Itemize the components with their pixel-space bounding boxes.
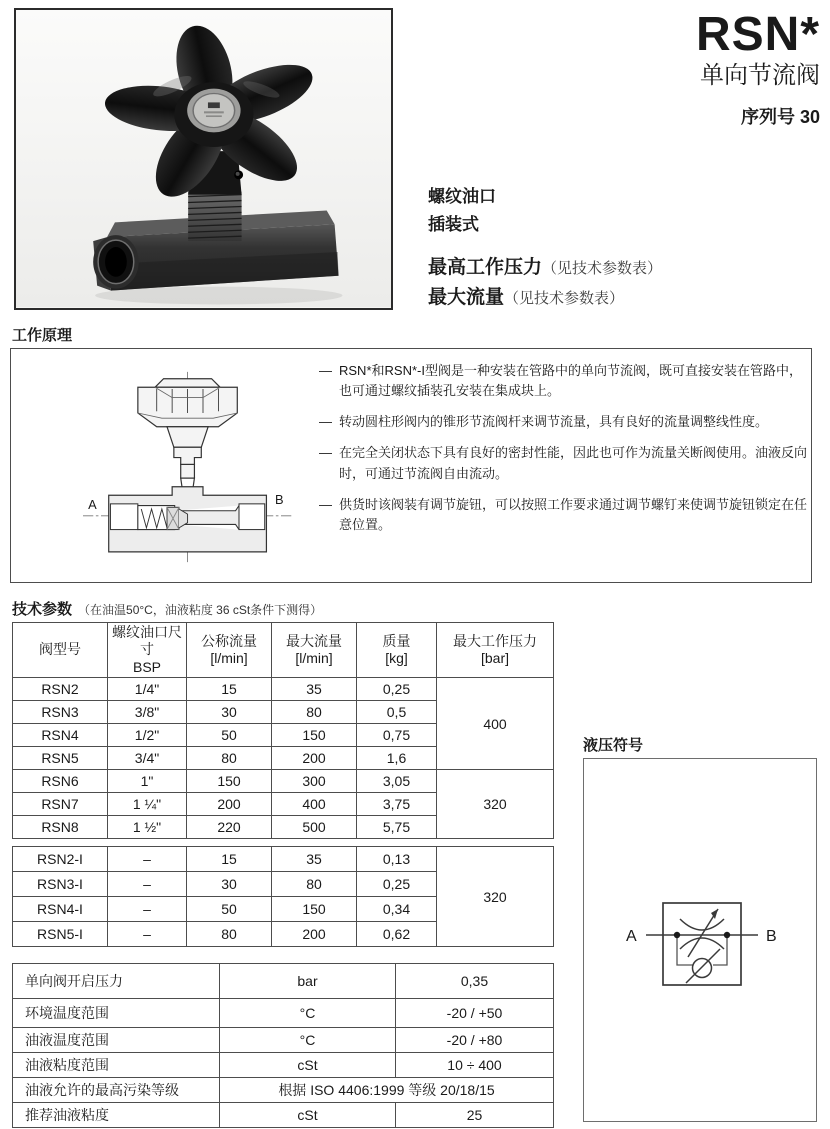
bullet-item (319, 443, 807, 483)
cell-max: 200 (272, 922, 357, 947)
bullet-text: 转动圆柱形阀内的锥形节流阀杆来调节流量，具有良好的流量调整线性度。 (339, 414, 769, 430)
max-flow-line (428, 283, 662, 313)
tech-table-rsn (12, 622, 554, 839)
cell-max: 200 (272, 747, 357, 770)
drawing-port-a-label: A (88, 497, 97, 512)
cell-pressure-group: 320 (437, 770, 554, 839)
cell-weight: 0,75 (357, 724, 437, 747)
model-subtitle: 单向节流阀 (700, 62, 820, 90)
bullet-text: 在完全关闭状态下具有良好的密封性能，因此也可作为流量关断阀使用。油液反向时，可通过节流阀自由流动。 (339, 445, 808, 481)
cell-size: – (108, 847, 187, 872)
param-label: 油液允许的最高污染等级 (13, 1078, 220, 1103)
max-flow-note: （见技术参数表） (504, 290, 625, 307)
param-value: 25 (396, 1103, 554, 1128)
symbol-section-title: 液压符号 (583, 737, 644, 754)
cell-model: RSN3 (13, 701, 108, 724)
table-row (13, 678, 554, 701)
param-value: -20 / +50 (396, 999, 554, 1028)
cell-nominal: 50 (187, 897, 272, 922)
param-unit: °C (220, 999, 396, 1028)
cell-max: 150 (272, 897, 357, 922)
cell-nominal: 80 (187, 747, 272, 770)
tech-condition-note: （在油温50°C，油液粘度 36 cSt条件下测得） (78, 603, 323, 617)
cell-size: – (108, 922, 187, 947)
table-row (13, 770, 554, 793)
valve-threaded-stem (188, 192, 241, 241)
param-unit: cSt (220, 1053, 396, 1078)
bullet-text: 供货时该阀装有调节旋钮，可以按照工作要求通过调节螺钉来使调节旋钮锁定在任意位置。 (339, 496, 808, 532)
cell-model: RSN5 (13, 747, 108, 770)
symbol-port-b-label: B (766, 928, 777, 945)
cell-nominal: 220 (187, 816, 272, 839)
table-row (13, 1078, 554, 1103)
cell-size: 3/4" (108, 747, 187, 770)
cell-max: 400 (272, 793, 357, 816)
principle-section-title: 工作原理 (12, 327, 73, 344)
cell-nominal: 50 (187, 724, 272, 747)
principle-box (10, 348, 812, 583)
cell-model: RSN4 (13, 724, 108, 747)
param-value: 0,35 (396, 964, 554, 999)
cell-model: RSN7 (13, 793, 108, 816)
cell-nominal: 15 (187, 678, 272, 701)
header-weight: 质量 [kg] (357, 623, 437, 678)
cell-nominal: 80 (187, 922, 272, 947)
cell-size: 1/4" (108, 678, 187, 701)
cell-max: 80 (272, 701, 357, 724)
intro-block (428, 183, 662, 313)
header-max-flow: 最大流量 [l/min] (272, 623, 357, 678)
cell-weight: 3,05 (357, 770, 437, 793)
cell-max: 80 (272, 872, 357, 897)
table-row (13, 1028, 554, 1053)
cell-model: RSN3-I (13, 872, 108, 897)
cell-max: 300 (272, 770, 357, 793)
cell-nominal: 200 (187, 793, 272, 816)
drawing-port-b-label: B (275, 491, 284, 507)
cell-model: RSN5-I (13, 922, 108, 947)
bullet-item (319, 412, 807, 432)
param-unit: bar (220, 964, 396, 999)
max-pressure-label: 最高工作压力 (428, 257, 543, 278)
cell-size: 1 ½" (108, 816, 187, 839)
cell-size: 1" (108, 770, 187, 793)
cell-max: 35 (272, 847, 357, 872)
cell-nominal: 30 (187, 701, 272, 724)
param-merged-value: 根据 ISO 4406:1999 等级 20/18/15 (220, 1078, 554, 1103)
header-max-pressure: 最大工作压力 [bar] (437, 623, 554, 678)
cell-weight: 0,5 (357, 701, 437, 724)
cell-weight: 1,6 (357, 747, 437, 770)
page-header (696, 10, 820, 129)
cell-weight: 0,25 (357, 678, 437, 701)
cell-size: 1 ¼" (108, 793, 187, 816)
cell-size: 1/2" (108, 724, 187, 747)
valve-product-photo (16, 10, 391, 308)
cell-weight: 5,75 (357, 816, 437, 839)
param-value: -20 / +80 (396, 1028, 554, 1053)
cell-weight: 3,75 (357, 793, 437, 816)
cell-pressure-group: 400 (437, 678, 554, 770)
table-row (13, 1053, 554, 1078)
cell-nominal: 15 (187, 847, 272, 872)
bullet-dash: — (319, 445, 332, 461)
table-row (13, 964, 554, 999)
param-label: 环境温度范围 (13, 999, 220, 1028)
principle-bullet-list (319, 361, 807, 546)
bullet-dash: — (319, 363, 332, 378)
parameters-table (12, 963, 554, 1128)
cell-max: 500 (272, 816, 357, 839)
hydraulic-symbol-drawing (584, 887, 818, 1017)
cell-weight: 0,34 (357, 897, 437, 922)
bullet-dash: — (319, 414, 332, 430)
bullet-text: RSN*和RSN*-I型阀是一种安装在管路中的单向节流阀，既可直接安装在管路中，也可通过螺纹插装孔安装在集成块上。 (339, 363, 802, 399)
cell-pressure-group: 320 (437, 847, 554, 947)
max-pressure-note: （见技术参数表） (542, 260, 663, 277)
param-label: 油液温度范围 (13, 1028, 220, 1053)
cell-model: RSN4-I (13, 897, 108, 922)
symbol-box (583, 758, 817, 1122)
model-title: RSN* (695, 8, 820, 61)
cell-model: RSN8 (13, 816, 108, 839)
port-type-line: 螺纹油口 (428, 187, 496, 206)
table-header-row (13, 623, 554, 678)
cell-max: 35 (272, 678, 357, 701)
tech-section-title (12, 598, 322, 619)
serial-number: 序列号 30 (740, 107, 820, 128)
product-photo-frame (14, 8, 393, 310)
param-label: 油液粘度范围 (13, 1053, 220, 1078)
cell-size: – (108, 872, 187, 897)
cell-size: – (108, 897, 187, 922)
table-row (13, 1103, 554, 1128)
mount-type-line: 插装式 (428, 215, 479, 234)
cell-weight: 0,25 (357, 872, 437, 897)
max-pressure-line (428, 253, 662, 283)
param-label: 推荐油液粘度 (13, 1103, 220, 1128)
cell-size: 3/8" (108, 701, 187, 724)
table-row (13, 999, 554, 1028)
bullet-item (319, 361, 807, 401)
tech-table-rsn-i (12, 846, 554, 947)
bullet-item (319, 495, 807, 535)
symbol-port-a-label: A (626, 928, 637, 945)
cell-nominal: 30 (187, 872, 272, 897)
cell-model: RSN2 (13, 678, 108, 701)
max-flow-label: 最大流量 (428, 287, 505, 308)
cell-model: RSN6 (13, 770, 108, 793)
param-label: 单向阀开启压力 (13, 964, 220, 999)
tech-title-text: 技术参数 (12, 601, 73, 618)
param-unit: °C (220, 1028, 396, 1053)
header-model: 阀型号 (13, 623, 108, 678)
param-value: 10 ÷ 400 (396, 1053, 554, 1078)
cell-weight: 0,13 (357, 847, 437, 872)
valve-cross-section-drawing (59, 357, 299, 577)
cell-weight: 0,62 (357, 922, 437, 947)
param-unit: cSt (220, 1103, 396, 1128)
header-nominal-flow: 公称流量 [l/min] (187, 623, 272, 678)
cell-model: RSN2-I (13, 847, 108, 872)
table-row (13, 847, 554, 872)
header-port-size: 螺纹油口尺寸 BSP (108, 623, 187, 678)
cell-nominal: 150 (187, 770, 272, 793)
cell-max: 150 (272, 724, 357, 747)
bullet-dash: — (319, 496, 332, 512)
